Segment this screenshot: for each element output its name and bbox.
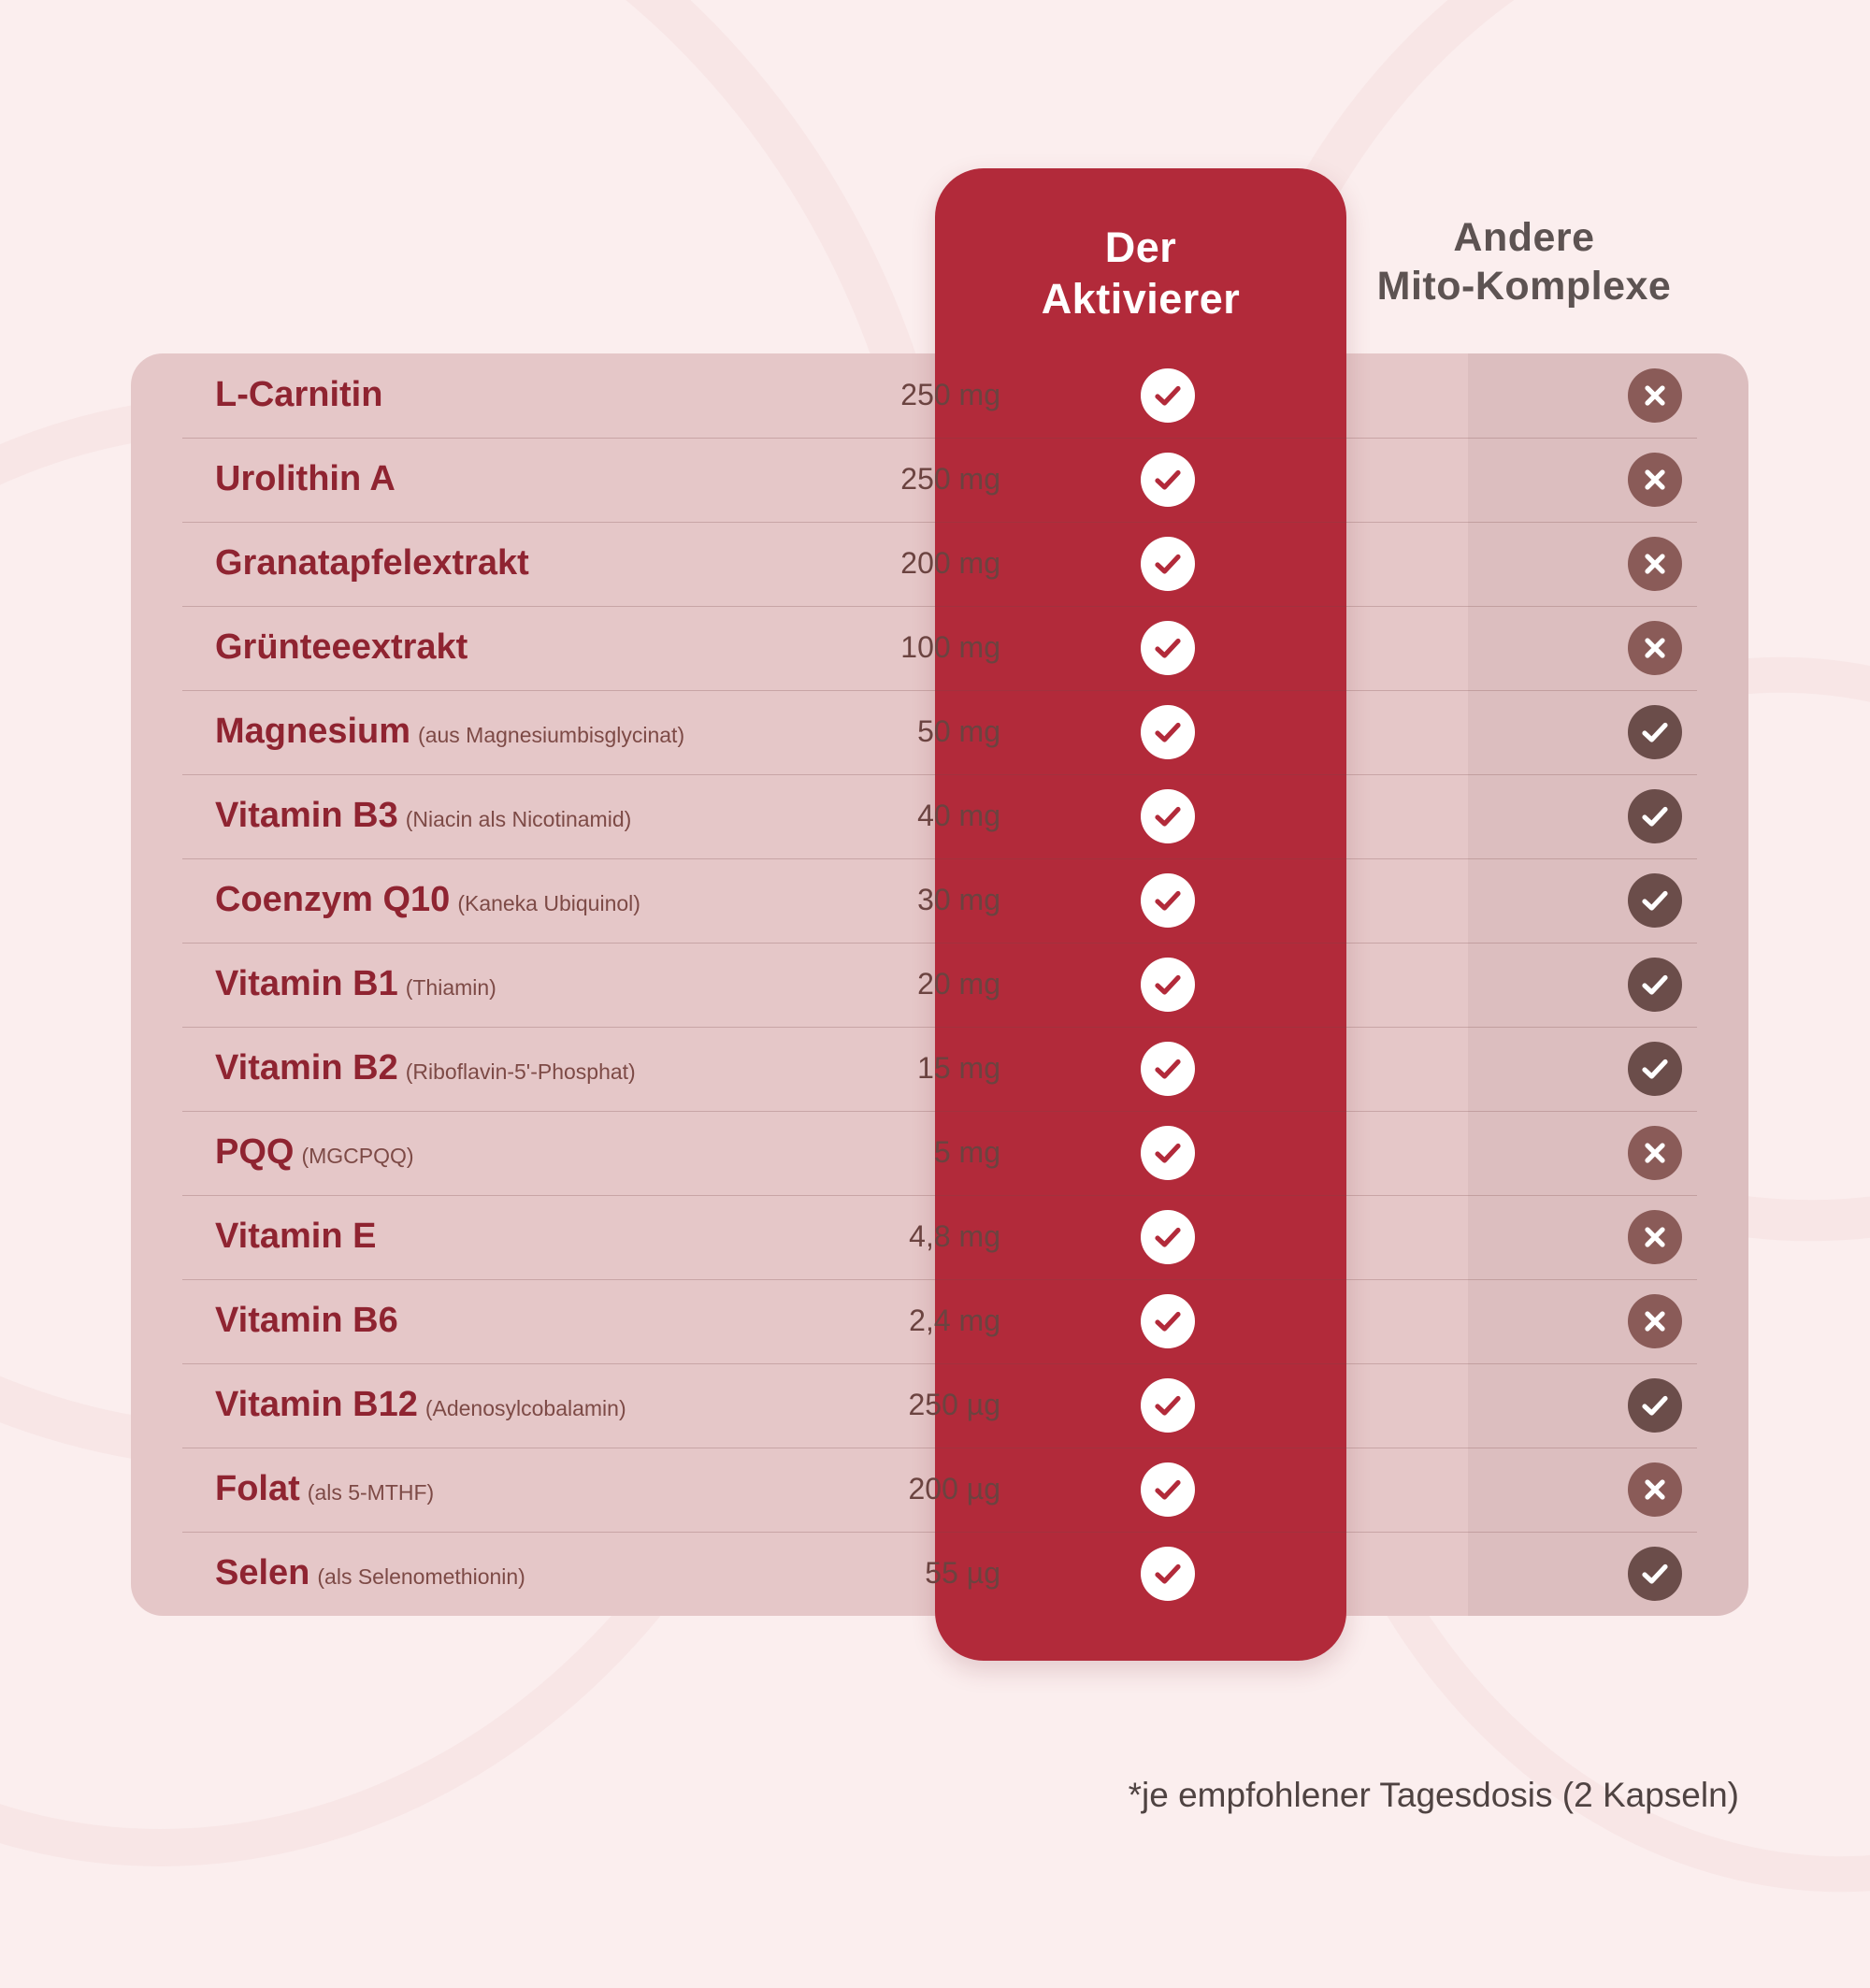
ingredient-amount: 4,8 mg xyxy=(909,1219,1000,1253)
check-icon xyxy=(1141,1294,1195,1348)
row-divider xyxy=(182,522,1697,523)
table-row xyxy=(131,858,1748,943)
cross-icon xyxy=(1628,453,1682,507)
ingredient-amount: 55 µg xyxy=(925,1556,1000,1590)
check-icon xyxy=(1141,1378,1195,1433)
check-icon xyxy=(1628,873,1682,928)
ingredient-name: PQQ (MGCPQQ) xyxy=(215,1132,414,1172)
cross-icon xyxy=(1628,1462,1682,1517)
ingredient-amount: 20 mg xyxy=(917,967,1000,1001)
row-divider xyxy=(182,858,1697,859)
check-icon xyxy=(1628,1042,1682,1096)
table-row xyxy=(131,1279,1748,1363)
check-icon xyxy=(1141,621,1195,675)
ingredient-name: Coenzym Q10 (Kaneka Ubiquinol) xyxy=(215,880,640,919)
cross-icon xyxy=(1628,1294,1682,1348)
row-divider xyxy=(182,1027,1697,1028)
ingredient-amount: 200 mg xyxy=(900,546,1000,580)
table-row xyxy=(131,606,1748,690)
table-row xyxy=(131,1363,1748,1448)
check-icon xyxy=(1628,789,1682,843)
row-divider xyxy=(182,606,1697,607)
column-header-other: Andere Mito-Komplexe xyxy=(1376,215,1672,310)
check-icon xyxy=(1141,1210,1195,1264)
table-row xyxy=(131,1532,1748,1616)
check-icon xyxy=(1141,789,1195,843)
ingredient-amount: 250 µg xyxy=(908,1388,1000,1421)
ingredient-subtitle: (aus Magnesiumbisglycinat) xyxy=(418,723,685,747)
row-divider xyxy=(182,1111,1697,1112)
table-row xyxy=(131,774,1748,858)
ingredient-subtitle: (Niacin als Nicotinamid) xyxy=(405,807,632,831)
ingredient-name: Urolithin A xyxy=(215,459,396,498)
ingredient-name: Vitamin B12 (Adenosylcobalamin) xyxy=(215,1385,626,1424)
ingredient-amount: 250 mg xyxy=(900,378,1000,411)
check-icon xyxy=(1141,1042,1195,1096)
check-icon xyxy=(1141,1547,1195,1601)
ingredient-name: L-Carnitin xyxy=(215,375,383,414)
table-row xyxy=(131,1027,1748,1111)
ingredient-amount: 5 mg xyxy=(933,1135,1000,1169)
cross-icon xyxy=(1628,537,1682,591)
ingredient-subtitle: (MGCPQQ) xyxy=(301,1144,414,1168)
ingredient-name: Granatapfelextrakt xyxy=(215,543,529,583)
table-row xyxy=(131,943,1748,1027)
ingredient-name: Folat (als 5-MTHF) xyxy=(215,1469,435,1508)
cross-icon xyxy=(1628,1126,1682,1180)
table-row xyxy=(131,1195,1748,1279)
table-row xyxy=(131,522,1748,606)
ingredient-name: Vitamin B2 (Riboflavin-5'-Phosphat) xyxy=(215,1048,636,1088)
ingredient-subtitle: (Kaneka Ubiquinol) xyxy=(457,891,640,915)
check-icon xyxy=(1141,873,1195,928)
ingredient-amount: 100 mg xyxy=(900,630,1000,664)
check-icon xyxy=(1141,705,1195,759)
ingredient-subtitle: (Adenosylcobalamin) xyxy=(424,1396,626,1420)
check-icon xyxy=(1141,453,1195,507)
check-icon xyxy=(1141,537,1195,591)
ingredient-name: Magnesium (aus Magnesiumbisglycinat) xyxy=(215,712,685,751)
check-icon xyxy=(1628,1547,1682,1601)
check-icon xyxy=(1628,705,1682,759)
row-divider xyxy=(182,1532,1697,1533)
ingredient-subtitle: (als 5-MTHF) xyxy=(307,1480,435,1505)
column-header-aktivierer: Der Aktivierer xyxy=(1041,223,1241,323)
check-icon xyxy=(1141,368,1195,423)
table-row xyxy=(131,353,1748,438)
ingredient-amount: 2,4 mg xyxy=(909,1304,1000,1337)
ingredient-amount: 250 mg xyxy=(900,462,1000,496)
ingredient-subtitle: (Riboflavin-5'-Phosphat) xyxy=(405,1059,636,1084)
ingredient-name: Grünteeextrakt xyxy=(215,627,468,667)
row-divider xyxy=(182,1279,1697,1280)
table-row xyxy=(131,690,1748,774)
check-icon xyxy=(1141,958,1195,1012)
cross-icon xyxy=(1628,621,1682,675)
table-body xyxy=(131,353,1748,1616)
row-divider xyxy=(182,1363,1697,1364)
ingredient-name: Selen (als Selenomethionin) xyxy=(215,1553,525,1592)
table-row xyxy=(131,1111,1748,1195)
ingredient-amount: 15 mg xyxy=(917,1051,1000,1085)
ingredient-amount: 40 mg xyxy=(917,799,1000,832)
ingredient-name: Vitamin B3 (Niacin als Nicotinamid) xyxy=(215,796,632,835)
footnote: *je empfohlener Tagesdosis (2 Kapseln) xyxy=(1128,1776,1739,1814)
ingredient-subtitle: (als Selenomethionin) xyxy=(317,1564,525,1589)
row-divider xyxy=(182,690,1697,691)
row-divider xyxy=(182,1195,1697,1196)
check-icon xyxy=(1628,958,1682,1012)
ingredient-name: Vitamin B6 xyxy=(215,1301,398,1340)
row-divider xyxy=(182,774,1697,775)
cross-icon xyxy=(1628,1210,1682,1264)
check-icon xyxy=(1628,1378,1682,1433)
check-icon xyxy=(1141,1126,1195,1180)
table-row xyxy=(131,1448,1748,1532)
table-row xyxy=(131,438,1748,522)
ingredient-subtitle: (Thiamin) xyxy=(405,975,496,1000)
check-icon xyxy=(1141,1462,1195,1517)
ingredient-name: Vitamin B1 (Thiamin) xyxy=(215,964,496,1003)
ingredient-amount: 30 mg xyxy=(917,883,1000,916)
cross-icon xyxy=(1628,368,1682,423)
ingredient-amount: 200 µg xyxy=(908,1472,1000,1505)
ingredient-name: Vitamin E xyxy=(215,1217,377,1256)
ingredient-amount: 50 mg xyxy=(917,714,1000,748)
row-divider xyxy=(182,943,1697,944)
row-divider xyxy=(182,438,1697,439)
